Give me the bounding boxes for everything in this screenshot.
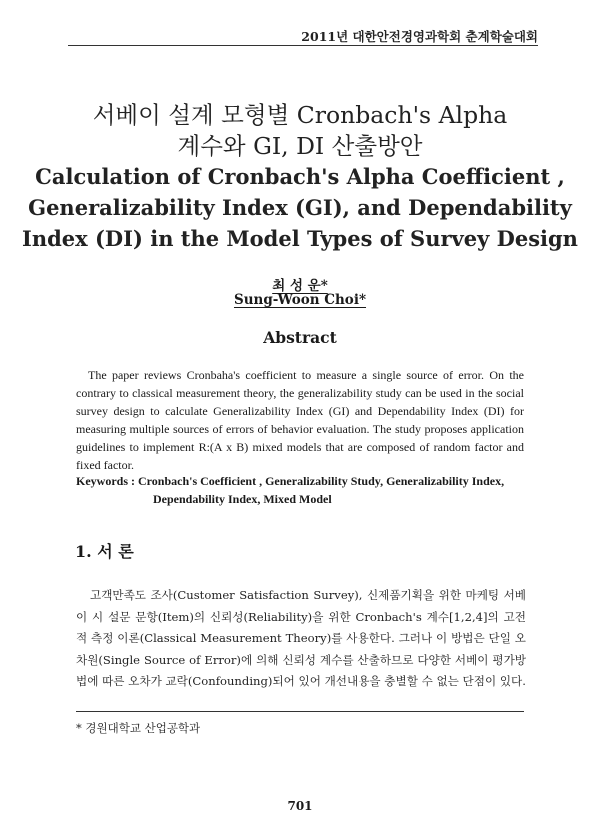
footnote-divider	[76, 711, 524, 712]
keywords-line1: Keywords : Cronbach's Coefficient , Generalizability Study, Generalizability Index,	[76, 474, 505, 488]
title-english-line2: Generalizability Index (GI), and Dependability	[28, 195, 572, 220]
conference-header: 2011년 대한안전경영과학회 춘계학술대회	[301, 29, 538, 44]
title-english-line3: Index (DI) in the Model Types of Survey Design	[22, 226, 578, 251]
header-divider	[68, 45, 538, 46]
author-korean: 최 성 운*	[272, 278, 328, 294]
title-korean-line2: 계수와 GI, DI 산출방안	[177, 132, 423, 160]
abstract-heading: Abstract	[263, 328, 337, 347]
title-english-line1: Calculation of Cronbach's Alpha Coefficient ,	[35, 164, 565, 189]
section-heading-introduction: 1. 서 론	[75, 542, 134, 561]
keywords-line2: Dependability Index, Mixed Model	[153, 492, 332, 506]
abstract-body: The paper reviews Cronbaha's coefficient to measure a single source of error. On the contrary to classical measurement theory, the generalizability study can be used in the social survey design to calculate Generalizability Index (GI) and Dependability Index (DI) for measuring multiple sources of errors of behavior evaluation. The study proposes application guidelines to implement R:(A x B) mixed models that are composed of random factor and fixed factor.	[76, 368, 524, 472]
footnote-affiliation: * 경원대학교 산업공학과	[76, 721, 201, 735]
title-korean-line1: 서베이 설계 모형별 Cronbach's Alpha	[92, 101, 508, 129]
page-number: 701	[287, 799, 313, 813]
introduction-body: 고객만족도 조사(Customer Satisfaction Survey), 신제품기획을 위한 마케팅 서베이 시 설문 문항(Item)의 신뢰성(Reliability)을 위한 Cronbach's 계수[1,2,4]의 고전적 측정 이론(Classical Measurement Theory)를 사용한다. 그러나 이 방법은 단일 오차원(Single Source of Error)에 의해 신뢰성 계수를 산출하므로 다양한 서베이 평가방법에 따른 오차가 교락(Confounding)되어 있어 개선내용을 충별할 수 없는 단점이 있다.	[76, 588, 526, 688]
author-english: Sung-Woon Choi*	[233, 292, 367, 308]
keywords	[76, 472, 528, 508]
